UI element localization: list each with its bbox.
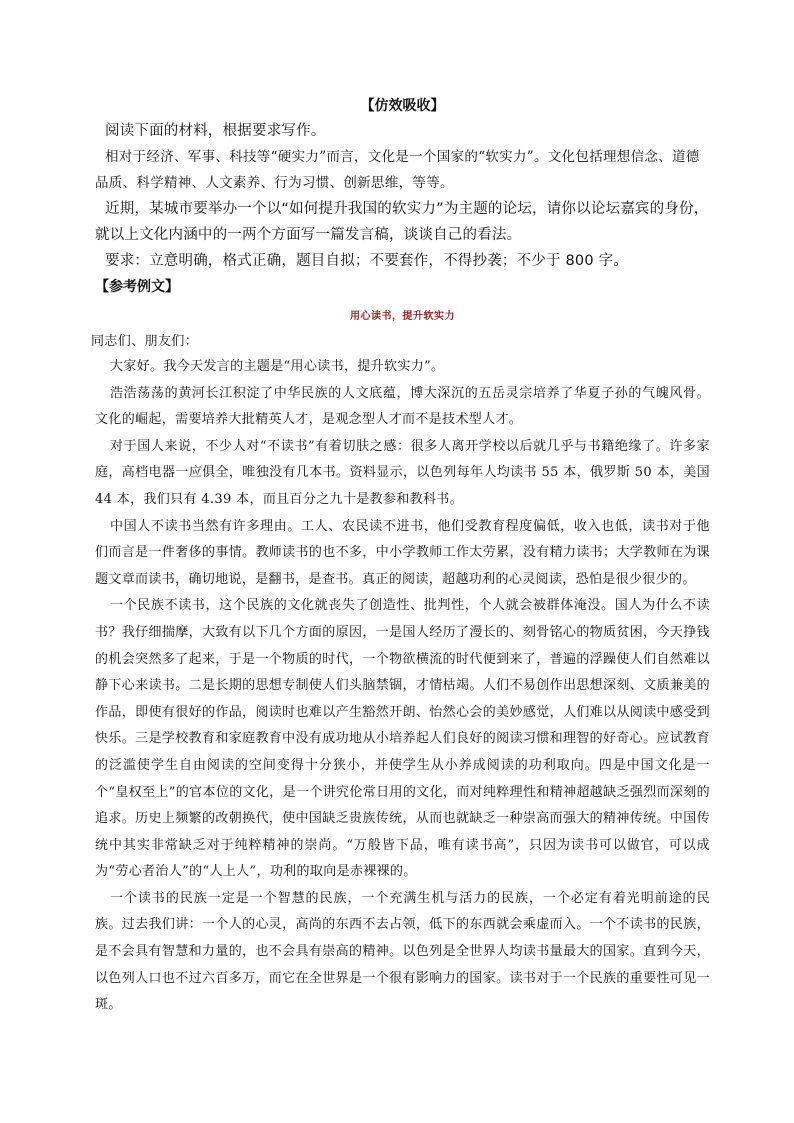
essay-paragraph: 一个读书的民族一定是一个智慧的民族，一个充满生机与活力的民族，一个必定有着光明前途的民族。过去我们讲：一个人的心灵，高尚的东西不去占领，低下的东西就会乘虚而入。一个不读书的民族，是不会具有智慧和力量的，也不会具有崇高的精神。以色列是全世界人均读书量最大的国家。直到今天，以色列人口也不过六百多万，而它在全世界是一个很有影响力的国家。读书对于一个民族的重要性可见一斑。 — [95, 890, 710, 1013]
essay-paragraph: 中国人不读书当然有许多理由。工人、农民读不进书，他们受教育程度偏低，收入也低，读书对于他们而言是一件奢侈的事情。教师读书的也不多，中小学教师工作太劳累，没有精力读书；大学教师在为课题文章而读书，确切地说，是翻书，是查书。真正的阅读，超越功利的心灵阅读，恐怕是很少很少的。 — [95, 518, 710, 587]
document-content — [91, 94, 710, 1019]
essay-paragraph: 大家好。我今天发言的主题是“用心读书，提升软实力”。 — [110, 359, 445, 374]
reference-label: 【参考例文】 — [95, 279, 179, 295]
essay-salutation: 同志们、朋友们： — [91, 334, 199, 349]
prompt-intro: 阅读下面的材料，根据要求写作。 — [105, 123, 326, 139]
essay-paragraph: 对于国人来说，不少人对“不读书”有着切肤之感：很多人离开学校以后就几乎与书籍绝缘了。许多家庭，高档电器一应俱全，唯独没有几本书。资料显示，以色列每年人均读书 55 本，俄罗斯 50 本，美国 44 本，我们只有 4.39 本，而且百分之九十是教参和教科书。 — [95, 438, 710, 507]
section-heading: 【仿效吸收】 — [360, 98, 445, 114]
prompt-material: 相对于经济、军事、科技等“硬实力”而言，文化是一个国家的“软实力”。文化包括理想信念、道德品质、科学精神、人文素养、行为习惯、创新思维，等等。 — [95, 149, 700, 191]
essay-paragraph: 一个民族不读书，这个民族的文化就丧失了创造性、批判性，个人就会被群体淹没。国人为什么不读书？我仔细揣摩，大致有以下几个方面的原因，一是国人经历了漫长的、刻骨铭心的物质贫困，今天挣钱的机会突然多了起来，于是一个物质的时代，一个物欲横流的时代便到来了，普遍的浮躁使人们自然难以静下心来读书。二是长期的思想专制使人们头脑禁锢，才情枯竭。人们不易创作出思想深刻、文质兼美的作品，即使有很好的作品，阅读时也难以产生豁然开朗、怡然心会的美妙感觉，人们难以从阅读中感受到快乐。三是学校教育和家庭教育中没有成功地从小培养起人们良好的阅读习惯和理智的好奇心。应试教育的泛滥使学生自由阅读的空间变得十分狭小，并使学生从小养成阅读的功利取向。四是中国文化是一个“皇权至上”的官本位的文化，是一个讲究伦常日用的文化，而对纯粹理性和精神超越缺乏强烈而深刻的追求。历史上频繁的改朝换代，使中国缺乏贵族传统，从而也就缺乏一种崇高而强大的精神传统。中国传统中其实非常缺乏对于纯粹精神的崇尚。“万般皆下品，唯有读书高”，只因为读书可以做官，可以成为“劳心者治人”的“人上人”，功利的取向是赤裸裸的。 — [95, 598, 710, 880]
essay-title: 用心读书，提升软实力 — [350, 311, 455, 322]
prompt-requirements: 要求：立意明确，格式正确，题目自拟；不要套作，不得抄袭；不少于 800 字。 — [105, 253, 628, 269]
essay-paragraph: 浩浩荡荡的黄河长江积淀了中华民族的人文底蕴，博大深沉的五岳灵宗培养了华夏子孙的气魄风骨。文化的崛起，需要培养大批精英人才，是观念型人才而不是技术型人才。 — [95, 385, 710, 428]
prompt-task: 近期，某城市要举办一个以“如何提升我国的软实力”为主题的论坛，请你以论坛嘉宾的身份，就以上文化内涵中的一两个方面写一篇发言稿，谈谈自己的看法。 — [95, 201, 709, 243]
